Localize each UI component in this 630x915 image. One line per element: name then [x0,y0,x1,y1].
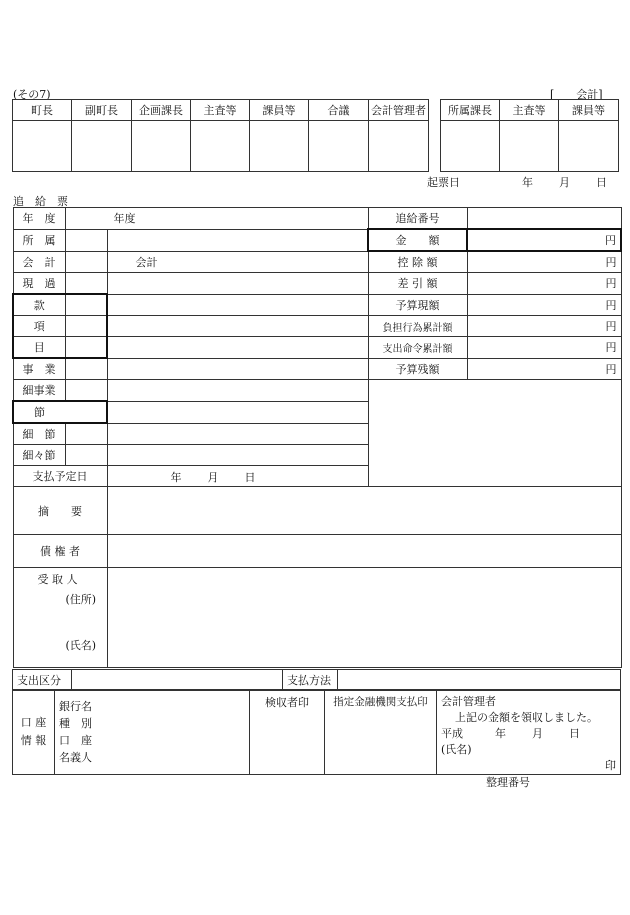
jusho-label: (住所) [65,593,97,606]
kaikei-label: 会 計 [13,251,65,273]
yosan-zan-label: 予算残額 [368,358,467,380]
inspector-stamp-label: 検収者印 [265,696,309,709]
setsu-code[interactable] [65,401,107,423]
shishutsu-label: 支出命令累計額 [368,337,467,359]
stamp-header: 主査等 [500,100,559,121]
bank-stamp-box[interactable] [325,690,437,775]
saikensha-label: 債 権 者 [13,535,107,568]
kou-code[interactable] [65,316,107,337]
futan-label: 負担行為累計額 [368,316,467,337]
stamp-header: 主査等 [191,100,250,121]
genka-label: 現 過 [13,273,65,295]
setsu-field[interactable] [107,401,368,423]
saisaisetsu-code[interactable] [65,445,107,466]
moku-field[interactable] [107,337,368,359]
stamp-header: 会計管理者 [369,100,429,121]
genka-field[interactable] [107,273,368,295]
receipt-box[interactable] [437,690,621,775]
sashihiki-label: 差 引 額 [368,273,467,295]
stamp-box[interactable] [191,121,250,172]
seiri-label: 整理番号 [486,776,530,789]
kaikei-field[interactable]: 会計 [107,251,368,273]
moku-code[interactable] [65,337,107,359]
yotei-month: 月 [207,471,219,484]
stamp-box[interactable] [72,121,132,172]
kojo-label: 控 除 額 [368,251,467,273]
saisaisetsu-field[interactable] [107,445,368,466]
yotei-day: 日 [244,471,256,484]
saisetsu-code[interactable] [65,423,107,445]
shozoku-field[interactable] [107,229,368,251]
saijigyo-code[interactable] [65,380,107,402]
yosan-zan-field[interactable]: 円 [467,358,621,380]
kou-label: 項 [13,316,65,337]
receipt-date [441,726,616,742]
kan-label: 款 [13,294,65,316]
receipt-day: 日 [569,727,580,740]
main-form-table [12,207,622,668]
yosan-gen-label: 予算現額 [368,294,467,316]
bank-details[interactable] [55,690,250,775]
stamp-box[interactable] [369,121,429,172]
stamp-header: 所属課長 [441,100,500,121]
stamp-box[interactable] [13,121,72,172]
bank-info-table [12,689,621,775]
payment-table [12,669,621,691]
yotei-label: 支払予定日 [13,466,107,487]
stamp-header: 副町長 [72,100,132,121]
genka-code[interactable] [65,273,107,295]
tekiyo-field[interactable] [107,487,621,535]
inspector-stamp-box[interactable] [250,690,325,775]
stamp-box[interactable] [559,121,619,172]
section-stamp-grid [440,99,619,172]
receipt-month: 月 [532,727,543,740]
draft-date-label: 起票日 [427,176,460,189]
kan-code[interactable] [65,294,107,316]
bank-name-label: 銀行名 [59,700,92,713]
shozoku-label: 所 属 [13,229,65,251]
kingaku-field[interactable]: 円 [467,229,621,251]
yosan-gen-field[interactable]: 円 [467,294,621,316]
kan-field[interactable] [107,294,368,316]
stamp-header: 合議 [309,100,369,121]
form-title: 追 給 票 [13,195,68,208]
shimei-label: (氏名) [65,639,97,652]
stamp-box[interactable] [132,121,191,172]
account-label-2: 情 報 [20,734,47,747]
receipt-year: 年 [495,727,506,740]
uketori-label: 受 取 人 [37,573,78,586]
stamp-box[interactable] [500,121,559,172]
setsu-label: 節 [13,401,65,423]
kubun-label: 支出区分 [13,670,72,691]
yotei-field[interactable] [107,466,368,487]
tsuika-no-field[interactable] [467,208,621,230]
houhou-label: 支払方法 [283,670,338,691]
tsuika-no-label: 追給番号 [368,208,467,230]
account-number-label: 口 座 [59,734,92,747]
account-type-label: 種 別 [59,717,92,730]
saijigyo-field[interactable] [107,380,368,402]
draft-date-month: 月 [559,176,570,189]
uketori-label-cell [13,568,107,668]
stamp-header: 課員等 [250,100,309,121]
nendo-label: 年 度 [13,208,65,230]
bank-stamp-label: 指定金融機関支払印 [333,696,428,708]
shozoku-code[interactable] [65,229,107,251]
draft-date-day: 日 [596,176,607,189]
draft-date-year: 年 [522,176,533,189]
account-info-label [13,690,55,775]
holder-label: 名義人 [59,751,92,764]
sashihiki-field[interactable]: 円 [467,273,621,295]
stamp-box[interactable] [309,121,369,172]
officer-label: 会計管理者 [441,695,496,708]
jigyo-code[interactable] [65,358,107,380]
receipt-era: 平成 [441,727,463,740]
stamp-box[interactable] [250,121,309,172]
account-label-1: 口 座 [20,716,47,729]
shishutsu-field[interactable]: 円 [467,337,621,359]
saisetsu-field[interactable] [107,423,368,445]
futan-field[interactable]: 円 [467,316,621,337]
received-text: 上記の金額を領収しました。 [455,711,598,724]
houhou-field[interactable] [338,670,621,691]
stamp-box[interactable] [441,121,500,172]
uketori-field[interactable] [107,568,621,668]
form-number: (その7) [13,88,51,101]
saisetsu-label: 細 節 [13,423,65,445]
blank-area [368,380,621,487]
kaikei-code[interactable] [65,251,107,273]
moku-label: 目 [13,337,65,359]
tekiyo-label: 摘 要 [13,487,107,535]
stamp-header: 町長 [13,100,72,121]
seal-label: 印 [605,759,616,772]
approval-stamp-grid [12,99,429,172]
stamp-header: 課員等 [559,100,619,121]
kubun-field[interactable] [72,670,283,691]
yotei-year: 年 [170,471,182,484]
saisaisetsu-label: 細々節 [13,445,65,466]
nendo-field[interactable]: 年度 [65,208,368,230]
kingaku-label: 金 額 [368,229,467,251]
saijigyo-label: 細事業 [13,380,65,402]
kojo-field[interactable]: 円 [467,251,621,273]
stamp-header: 企画課長 [132,100,191,121]
saikensha-field[interactable] [107,535,621,568]
account-bracket: [ 会計] [550,88,603,101]
receipt-name-label: (氏名) [441,743,472,756]
jigyo-label: 事 業 [13,358,65,380]
jigyo-field[interactable] [107,358,368,380]
kou-field[interactable] [107,316,368,337]
